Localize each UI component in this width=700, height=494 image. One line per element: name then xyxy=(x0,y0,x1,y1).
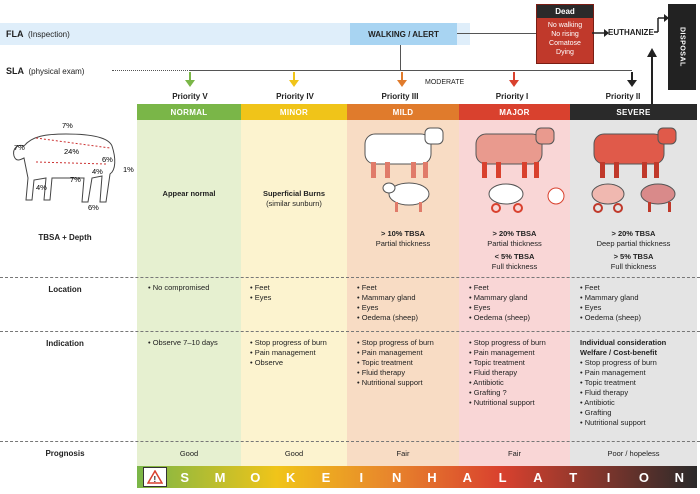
list-item: • Feet xyxy=(357,283,418,293)
arrow-right-icon xyxy=(590,28,610,38)
column-header: SEVERE xyxy=(570,104,697,120)
tbsa-percent: 6% xyxy=(88,203,99,212)
tbsa-text: Appear normal xyxy=(162,189,216,198)
tbsa-percent: 24% xyxy=(64,147,80,156)
list-item: • Topic treatment xyxy=(357,358,434,368)
smoke-letter: O xyxy=(638,469,649,485)
tbsa-percent: 4% xyxy=(36,183,47,192)
column-header: MINOR xyxy=(241,104,347,120)
tbsa-percent: 7% xyxy=(70,175,81,184)
list-item: • Eyes xyxy=(357,303,418,313)
list-item: • No compromised xyxy=(148,283,209,293)
list-item: • Eyes xyxy=(469,303,530,313)
walking-alert-box: WALKING / ALERT xyxy=(350,23,457,45)
dead-item: Comatose xyxy=(549,40,581,47)
location-list xyxy=(357,283,418,323)
prognosis-value: Fair xyxy=(396,449,410,458)
list-item: • Feet xyxy=(250,283,271,293)
smoke-letter: T xyxy=(569,469,578,485)
list-item: • Oedema (sheep) xyxy=(357,313,418,323)
indication-list xyxy=(357,338,434,388)
list-item: • Oedema (sheep) xyxy=(469,313,530,323)
indication-list xyxy=(250,338,327,368)
smoke-letter: M xyxy=(214,469,226,485)
list-item: • Pain management xyxy=(580,368,666,378)
smoke-letter: N xyxy=(391,469,402,485)
list-item: • Nutritional support xyxy=(580,418,666,428)
indication-list xyxy=(580,338,666,428)
dead-item: No rising xyxy=(551,31,579,38)
list-item: • Pain management xyxy=(250,348,327,358)
smoke-letter: I xyxy=(359,469,364,485)
tbsa-percent: 6% xyxy=(102,155,113,164)
tbsa-sub: Partial thickness xyxy=(375,239,431,248)
column-header: MILD xyxy=(347,104,459,120)
tbsa-depth-label: TBSA + Depth xyxy=(38,233,92,242)
list-item: • Stop progress of burn xyxy=(580,358,666,368)
list-item: • Eyes xyxy=(250,293,271,303)
sla-label: SLA (physical exam) xyxy=(6,66,85,76)
tbsa-block xyxy=(459,229,570,272)
tbsa-percent: 4% xyxy=(92,167,103,176)
priority-label: Priority V xyxy=(172,92,208,101)
svg-text:!: ! xyxy=(153,475,157,484)
warning-icon xyxy=(143,467,167,487)
cow-body-map xyxy=(6,118,136,213)
tbsa-percent: 7% xyxy=(14,143,25,152)
prognosis-value: Poor / hopeless xyxy=(607,449,660,458)
row-divider xyxy=(0,277,700,278)
smoke-letter: S xyxy=(180,469,189,485)
list-item: • Antibiotic xyxy=(469,378,546,388)
list-item: • Nutritional support xyxy=(469,398,546,408)
tbsa-sub: Full thickness xyxy=(491,262,538,271)
dead-title: Dead xyxy=(537,5,593,18)
list-item: • Fluid therapy xyxy=(357,368,434,378)
tbsa-text: > 10% TBSA xyxy=(381,229,425,238)
tbsa-block xyxy=(347,229,459,249)
tbsa-text: > 20% TBSA xyxy=(492,229,537,238)
tbsa-sub: (similar sunburn) xyxy=(266,199,322,208)
priority-label: Priority III xyxy=(381,92,419,101)
list-item: • Grafting ? xyxy=(469,388,546,398)
smoke-letter: N xyxy=(674,469,684,485)
severe-animals xyxy=(580,124,690,214)
euthanize-label: EUTHANIZE xyxy=(608,28,654,37)
row-label-indication: Indication xyxy=(46,339,84,348)
tbsa-sub: Partial thickness xyxy=(487,239,542,248)
arrow-down-icon xyxy=(507,72,521,88)
prognosis-value: Fair xyxy=(508,449,521,458)
row-label-prognosis: Prognosis xyxy=(45,449,85,458)
smoke-inhalation-bar xyxy=(137,466,697,488)
list-item: • Oedema (sheep) xyxy=(580,313,641,323)
list-item: • Pain management xyxy=(469,348,546,358)
tbsa-block xyxy=(570,229,697,272)
arrow-down-icon xyxy=(625,72,639,88)
tbsa-sub: Full thickness xyxy=(610,262,657,271)
column-header: MAJOR xyxy=(459,104,570,120)
indication-heading: Individual consideration xyxy=(580,338,667,347)
list-item: • Topic treatment xyxy=(580,378,666,388)
list-item: • Stop progress of burn xyxy=(357,338,434,348)
priority-label: Priority IV xyxy=(276,92,314,101)
list-item: • Observe 7–10 days xyxy=(148,338,218,348)
list-item: • Feet xyxy=(580,283,641,293)
smoke-letter: H xyxy=(427,469,437,485)
indication-list xyxy=(469,338,546,408)
sla-line xyxy=(190,70,632,71)
smoke-letter: K xyxy=(285,469,296,485)
arrow-down-icon xyxy=(395,72,409,88)
list-item: • Fluid therapy xyxy=(469,368,546,378)
location-list xyxy=(580,283,641,323)
tbsa-text: > 5% TBSA xyxy=(613,252,654,261)
tbsa-text: > 20% TBSA xyxy=(611,229,656,238)
walk-down-line xyxy=(400,45,401,70)
list-item: • Mammary gland xyxy=(580,293,641,303)
list-item: • Mammary gland xyxy=(357,293,418,303)
row-label-location: Location xyxy=(48,285,82,294)
list-item: • Stop progress of burn xyxy=(250,338,327,348)
arrow-down-icon xyxy=(287,72,301,88)
list-item: • Topic treatment xyxy=(469,358,546,368)
list-item: • Eyes xyxy=(580,303,641,313)
prognosis-value: Good xyxy=(284,449,304,458)
tbsa-text: < 5% TBSA xyxy=(494,252,535,261)
list-item: • Grafting xyxy=(580,408,666,418)
tbsa-sub: Deep partial thickness xyxy=(596,239,671,248)
row-divider xyxy=(0,331,700,332)
smoke-letter: E xyxy=(321,469,331,485)
list-item: • Nutritional support xyxy=(357,378,434,388)
dead-box xyxy=(536,4,594,64)
row-divider xyxy=(0,441,700,442)
location-list xyxy=(469,283,530,323)
tbsa-percent: 1% xyxy=(123,165,134,174)
list-item: • Stop progress of burn xyxy=(469,338,546,348)
mild-animals xyxy=(355,124,451,214)
fla-connector xyxy=(457,33,536,34)
prognosis-value: Good xyxy=(179,449,199,458)
priority-label: Priority II xyxy=(605,92,641,101)
smoke-letter: A xyxy=(462,469,472,485)
smoke-letter: O xyxy=(250,469,261,485)
smoke-letter: I xyxy=(606,469,611,485)
dead-item: No walking xyxy=(547,22,583,29)
list-item: • Mammary gland xyxy=(469,293,530,303)
list-item: • Pain management xyxy=(357,348,434,358)
disposal-box: DISPOSAL xyxy=(668,4,696,90)
tbsa-percent: 7% xyxy=(62,121,73,130)
list-item: • Antibiotic xyxy=(580,398,666,408)
tbsa-text: Superficial Burns xyxy=(262,189,326,198)
arrow-down-icon xyxy=(183,72,197,88)
location-list xyxy=(250,283,271,303)
priority-label: Priority I xyxy=(495,92,529,101)
smoke-letter: A xyxy=(533,469,543,485)
dead-item: Dying xyxy=(556,49,574,56)
major-animals xyxy=(466,124,566,214)
list-item: • Observe xyxy=(250,358,327,368)
indication-list xyxy=(148,338,218,348)
list-item: • Feet xyxy=(469,283,530,293)
list-item: • Fluid therapy xyxy=(580,388,666,398)
column-header: NORMAL xyxy=(137,104,241,120)
tbsa-block xyxy=(241,189,347,209)
smoke-letter: L xyxy=(498,469,507,485)
moderate-label: MODERATE xyxy=(425,79,465,86)
fla-label: FLA (Inspection) xyxy=(6,29,70,39)
indication-heading: Welfare / Cost-benefit xyxy=(580,348,657,357)
sla-dotted-line xyxy=(112,70,190,71)
location-list xyxy=(148,283,209,293)
